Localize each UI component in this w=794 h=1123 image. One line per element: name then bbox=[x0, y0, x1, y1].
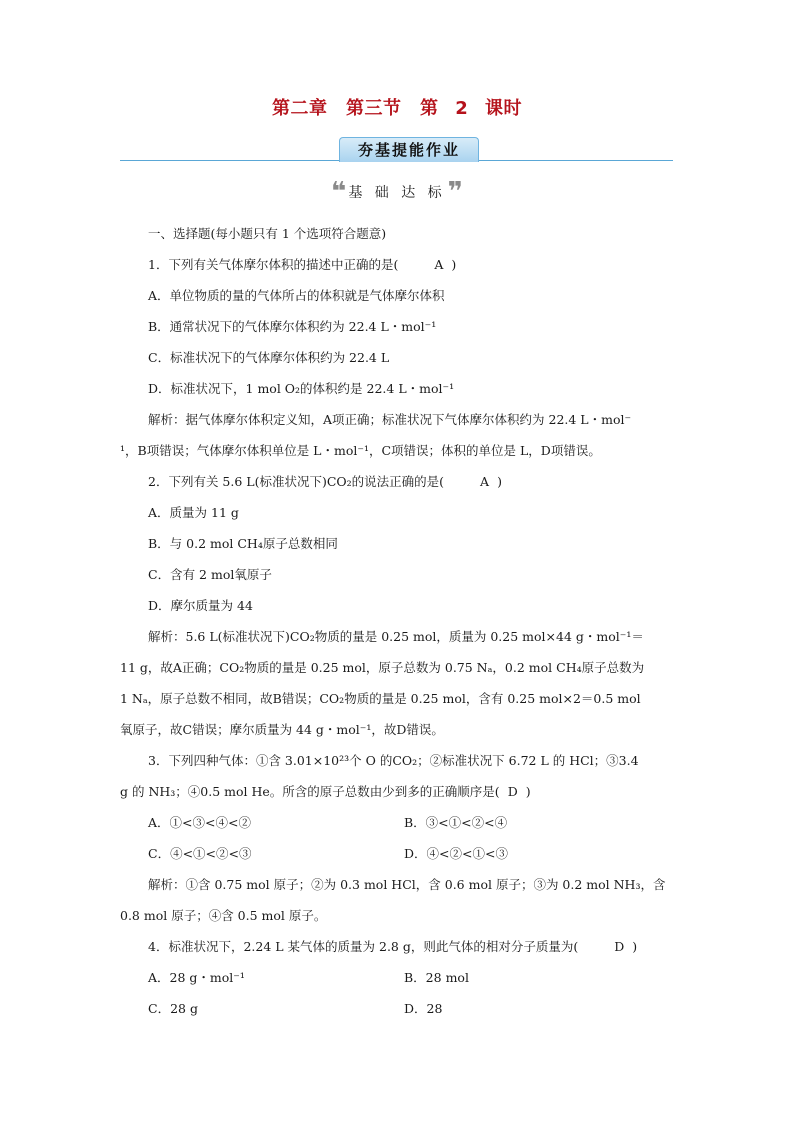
quote-close-icon: ❞ bbox=[447, 177, 463, 207]
question-3-answer: D bbox=[507, 784, 518, 799]
banner-label: 夯基提能作业 bbox=[339, 137, 479, 162]
q3-analysis-line-1: 解析：①含 0.75 mol 原子；②为 0.3 mol HCl，含 0.6 mol 原子；③为 0.2 mol NH₃，含 bbox=[148, 877, 666, 892]
q2-analysis-line-4: 氧原子，故C错误；摩尔质量为 44 g・mol⁻¹，故D错误。 bbox=[120, 722, 444, 737]
question-2-answer: A bbox=[480, 474, 490, 489]
q3-analysis-line-2: 0.8 mol 原子；④含 0.5 mol 原子。 bbox=[120, 908, 327, 923]
q2-option-d: D．摩尔质量为 44 bbox=[148, 598, 253, 613]
section-heading bbox=[0, 177, 794, 207]
question-1-answer: A bbox=[434, 257, 444, 272]
quote-open-icon: ❝ bbox=[331, 177, 347, 207]
question-3-stem-line-1: 3．下列四种气体：①含 3.01×10²³个 O 的CO₂；②标准状况下 6.72 L 的 HCl；③3.4 bbox=[148, 753, 639, 768]
q2-analysis-line-2: 11 g，故A正确；CO₂物质的量是 0.25 mol，原子总数为 0.75 Nₐ，0.2 mol CH₄原子总数为 bbox=[120, 660, 645, 675]
chapter-title: 第二章 第三节 第 2 课时 bbox=[271, 98, 523, 119]
q1-option-d: D．标准状况下，1 mol O₂的体积约是 22.4 L・mol⁻¹ bbox=[148, 381, 455, 396]
q3-option-a: A．①<③<④<② bbox=[148, 815, 251, 830]
q1-analysis-line-1: 解析：据气体摩尔体积定义知，A项正确；标准状况下气体摩尔体积约为 22.4 L・mol⁻ bbox=[148, 412, 632, 427]
q3-option-b: B．③<①<②<④ bbox=[404, 815, 508, 830]
question-3-stem-line-2: g 的 NH₃；④0.5 mol He。所含的原子总数由少到多的正确顺序是( D ) bbox=[120, 776, 680, 807]
q4-option-b: B．28 mol bbox=[404, 970, 469, 985]
q4-option-c: C．28 g bbox=[148, 1001, 198, 1016]
q3-options-row-2 bbox=[120, 838, 680, 869]
q2-option-a: A．质量为 11 g bbox=[148, 505, 239, 520]
q2-option-c: C．含有 2 mol氧原子 bbox=[148, 567, 272, 582]
q3-option-d: D．④<②<①<③ bbox=[404, 846, 508, 861]
q2-option-b: B．与 0.2 mol CH₄原子总数相同 bbox=[148, 536, 338, 551]
question-1-stem: 1．下列有关气体摩尔体积的描述中正确的是( A ) bbox=[120, 249, 680, 280]
q4-option-a: A．28 g・mol⁻¹ bbox=[148, 970, 245, 985]
exercise-content bbox=[120, 218, 680, 1024]
q4-options-row-2 bbox=[120, 993, 680, 1024]
q3-option-c: C．④<①<②<③ bbox=[148, 846, 252, 861]
q2-analysis-line-3: 1 Nₐ，原子总数不相同，故B错误；CO₂物质的量是 0.25 mol，含有 0.25 mol×2＝0.5 mol bbox=[120, 691, 641, 706]
question-4-answer: D bbox=[614, 939, 625, 954]
q4-option-d: D．28 bbox=[404, 1001, 443, 1016]
section-label: 基 础 达 标 bbox=[348, 185, 446, 201]
part-heading: 一、选择题(每小题只有 1 个选项符合题意) bbox=[148, 226, 387, 241]
q1-analysis-line-2: ¹，B项错误；气体摩尔体积单位是 L・mol⁻¹，C项错误；体积的单位是 L，D项错误。 bbox=[120, 443, 601, 458]
q3-options-row-1 bbox=[120, 807, 680, 838]
q1-option-c: C．标准状况下的气体摩尔体积约为 22.4 L bbox=[148, 350, 390, 365]
q2-analysis-line-1: 解析：5.6 L(标准状况下)CO₂物质的量是 0.25 mol，质量为 0.25 mol×44 g・mol⁻¹＝ bbox=[148, 629, 644, 644]
q4-options-row-1 bbox=[120, 962, 680, 993]
question-4-stem: 4．标准状况下，2.24 L 某气体的质量为 2.8 g，则此气体的相对分子质量为( D ) bbox=[120, 931, 680, 962]
q1-option-b: B．通常状况下的气体摩尔体积约为 22.4 L・mol⁻¹ bbox=[148, 319, 437, 334]
q1-option-a: A．单位物质的量的气体所占的体积就是气体摩尔体积 bbox=[148, 288, 445, 303]
question-2-stem: 2．下列有关 5.6 L(标准状况下)CO₂的说法正确的是( A ) bbox=[120, 466, 680, 497]
